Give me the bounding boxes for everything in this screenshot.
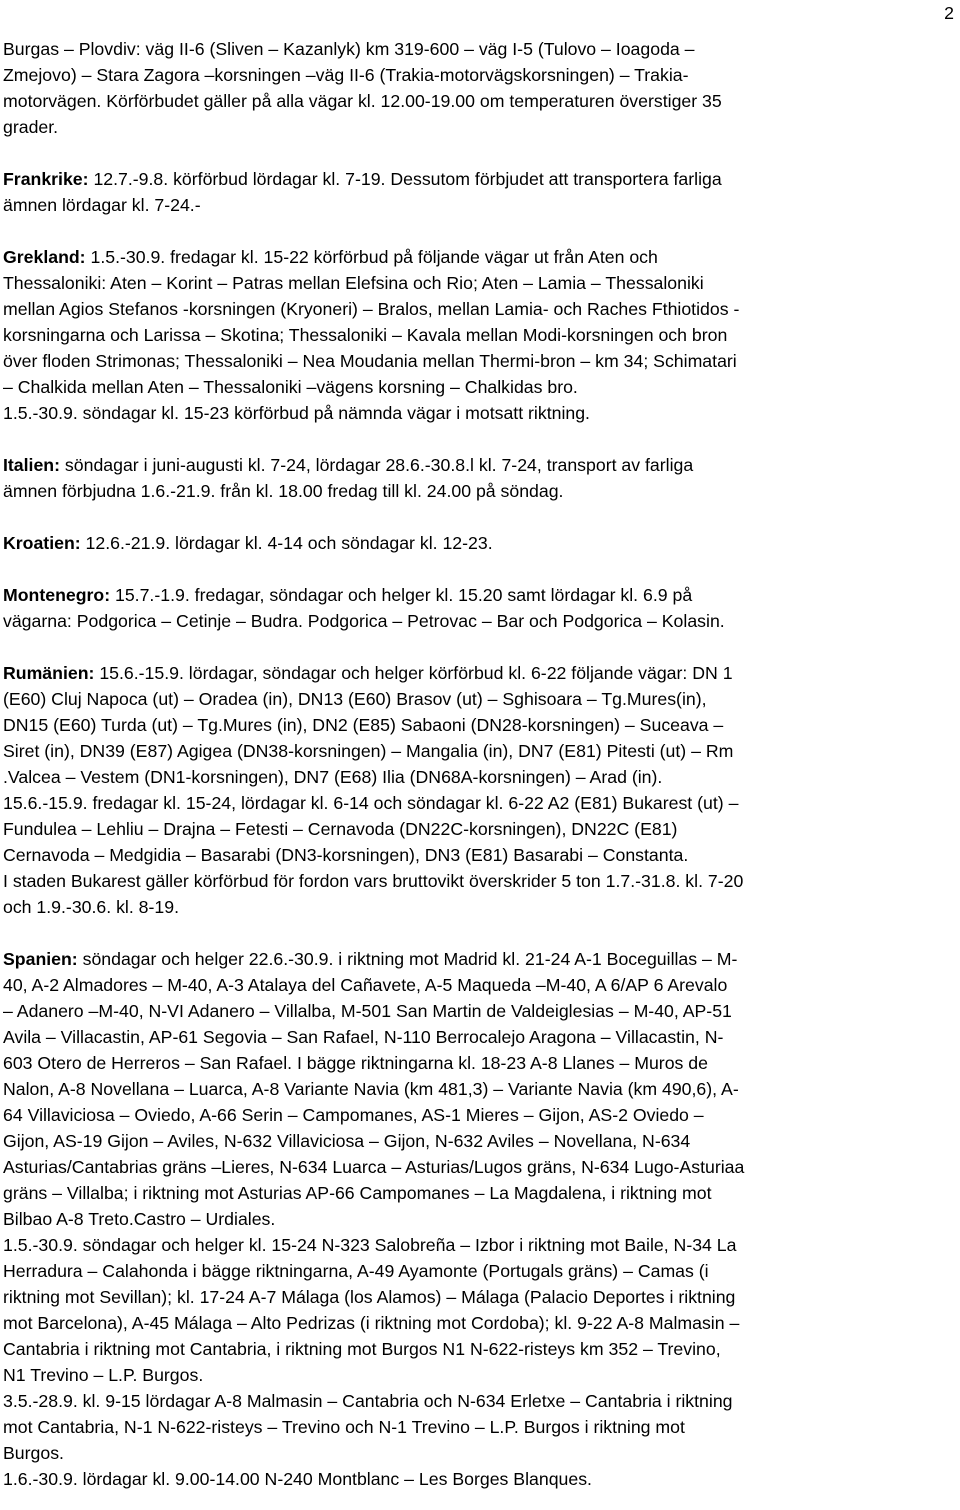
text-line: mot Cantabria, N-1 N-622-risteys – Trevino och N-1 Trevino – L.P. Burgos i riktning mot <box>3 1417 685 1437</box>
text-line: Burgos. <box>3 1443 64 1463</box>
text-line: motorvägen. Körförbudet gäller på alla vägar kl. 12.00-19.00 om temperaturen överstiger 35 <box>3 91 722 111</box>
text-line: vägarna: Podgorica – Cetinje – Budra. Podgorica – Petrovac – Bar och Podgorica – Kolasin. <box>3 611 725 631</box>
text-run: 1.5.-30.9. fredagar kl. 15-22 körförbud på följande vägar ut från Aten och <box>85 247 658 267</box>
country-heading-italien: Italien: <box>3 455 61 475</box>
paragraph-bulgaria <box>3 36 952 140</box>
text-line: DN15 (E60) Turda (ut) – Tg.Mures (in), DN2 (E85) Sabaoni (DN28-korsningen) – Suceava – <box>3 715 724 735</box>
text-line: Fundulea – Lehliu – Drajna – Fetesti – Cernavoda (DN22C-korsningen), DN22C (E81) <box>3 819 678 839</box>
text-line: .Valcea – Vestem (DN1-korsningen), DN7 (E68) Ilia (DN68A-korsningen) – Arad (in). <box>3 767 663 787</box>
paragraph-kroatien <box>3 530 952 556</box>
text-run: söndagar och helger 22.6.-30.9. i riktning mot Madrid kl. 21-24 A-1 Boceguillas – M- <box>77 949 738 969</box>
text-line: 1.6.-30.9. lördagar kl. 9.00-14.00 N-240 Montblanc – Les Borges Blanques. <box>3 1469 592 1489</box>
text-line <box>3 530 952 556</box>
text-line: (E60) Cluj Napoca (ut) – Oradea (in), DN13 (E60) Brasov (ut) – Sghisoara – Tg.Mures(in), <box>3 689 707 709</box>
text-line: – Chalkida mellan Aten – Thessaloniki –vägens korsning – Chalkidas bro. <box>3 377 578 397</box>
text-run: 12.6.-21.9. lördagar kl. 4-14 och söndagar kl. 12-23. <box>80 533 493 553</box>
text-run: söndagar i juni-augusti kl. 7-24, lördagar 28.6.-30.8.l kl. 7-24, transport av farliga <box>60 455 694 475</box>
text-line <box>3 660 952 686</box>
paragraph-spanien <box>3 946 952 1492</box>
text-line <box>3 582 952 608</box>
text-line: N1 Trevino – L.P. Burgos. <box>3 1365 204 1385</box>
text-line: Avila – Villacastin, AP-61 Segovia – San Rafael, N-110 Berrocalejo Aragona – Villacastin, N- <box>3 1027 724 1047</box>
text-line <box>3 244 952 270</box>
text-line: mot Barcelona), A-45 Málaga – Alto Pedrizas (i riktning mot Cordoba); kl. 9-22 A-8 Malmasin – <box>3 1313 740 1333</box>
text-line: 40, A-2 Almadores – M-40, A-3 Atalaya del Cañavete, A-5 Maqueda –M-40, A 6/AP 6 Arevalo <box>3 975 728 995</box>
text-line <box>3 452 952 478</box>
text-line: 15.6.-15.9. fredagar kl. 15-24, lördagar kl. 6-14 och söndagar kl. 6-22 A2 (E81) Bukarest (ut) – <box>3 793 739 813</box>
text-line: Asturias/Cantabrias gräns –Lieres, N-634 Luarca – Asturias/Lugos gräns, N-634 Lugo-Asturiaa <box>3 1157 745 1177</box>
text-line: 64 Villaviciosa – Oviedo, A-66 Serin – Campomanes, AS-1 Mieres – Gijon, AS-2 Oviedo – <box>3 1105 704 1125</box>
paragraph-italien <box>3 452 952 504</box>
text-line: 1.5.-30.9. söndagar kl. 15-23 körförbud på nämnda vägar i motsatt riktning. <box>3 403 590 423</box>
text-line: korsningarna och Larissa – Skotina; Thessaloniki – Kavala mellan Modi-korsningen och bron <box>3 325 728 345</box>
text-line: Cantabria i riktning mot Cantabria, i riktning mot Burgos N1 N-622-risteys km 352 – Trevino, <box>3 1339 721 1359</box>
text-line: 3.5.-28.9. kl. 9-15 lördagar A-8 Malmasin – Cantabria och N-634 Erletxe – Cantabria i riktning <box>3 1391 733 1411</box>
text-line: ämnen lördagar kl. 7-24.- <box>3 195 201 215</box>
text-line: riktning mot Sevillan); kl. 17-24 A-7 Málaga (los Alamos) – Málaga (Palacio Deportes i riktning <box>3 1287 736 1307</box>
text-line: Siret (in), DN39 (E87) Agigea (DN38-korsningen) – Mangalia (in), DN7 (E81) Pitesti (ut) – Rm <box>3 741 734 761</box>
text-run: 15.7.-1.9. fredagar, söndagar och helger kl. 15.20 samt lördagar kl. 6.9 på <box>110 585 693 605</box>
country-heading-grekland: Grekland: <box>3 247 86 267</box>
country-heading-montenegro: Montenegro: <box>3 585 111 605</box>
text-line: grader. <box>3 117 59 137</box>
text-line: Herradura – Calahonda i bägge riktningarna, A-49 Ayamonte (Portugals gräns) – Camas (i <box>3 1261 709 1281</box>
page-number: 2 <box>944 3 954 23</box>
text-line: Cernavoda – Medgidia – Basarabi (DN3-korsningen), DN3 (E81) Basarabi – Constanta. <box>3 845 689 865</box>
text-run: 15.6.-15.9. lördagar, söndagar och helger körförbud kl. 6-22 följande vägar: DN 1 <box>94 663 733 683</box>
text-line: gräns – Villalba; i riktning mot Asturias AP-66 Campomanes – La Magdalena, i riktning mot <box>3 1183 712 1203</box>
text-line: ämnen förbjudna 1.6.-21.9. från kl. 18.00 fredag till kl. 24.00 på söndag. <box>3 481 564 501</box>
text-line: och 1.9.-30.6. kl. 8-19. <box>3 897 179 917</box>
paragraph-montenegro <box>3 582 952 634</box>
country-heading-frankrike: Frankrike: <box>3 169 89 189</box>
text-line: över floden Strimonas; Thessaloniki – Nea Moudania mellan Thermi-bron – km 34; Schimatari <box>3 351 737 371</box>
text-line: Gijon, AS-19 Gijon – Aviles, N-632 Villaviciosa – Gijon, N-632 Aviles – Novellana, N-634 <box>3 1131 691 1151</box>
country-heading-spanien: Spanien: <box>3 949 78 969</box>
text-line <box>3 946 952 972</box>
text-line: I staden Bukarest gäller körförbud för fordon vars bruttovikt överskrider 5 ton 1.7.-31.8. kl. 7-20 <box>3 871 744 891</box>
text-run: 12.7.-9.8. körförbud lördagar kl. 7-19. Dessutom förbjudet att transportera farliga <box>88 169 722 189</box>
paragraph-rumanien <box>3 660 952 920</box>
text-line: mellan Agios Stefanos -korsningen (Kryoneri) – Bralos, mellan Lamia- och Raches Fthiotidos - <box>3 299 740 319</box>
text-line: 603 Otero de Herreros – San Rafael. I bägge riktningarna kl. 18-23 A-8 Llanes – Muros de <box>3 1053 708 1073</box>
text-line: Thessaloniki: Aten – Korint – Patras mellan Elefsina och Rio; Aten – Lamia – Thessaloniki <box>3 273 704 293</box>
text-line: Bilbao A-8 Treto.Castro – Urdiales. <box>3 1209 276 1229</box>
country-heading-rumanien: Rumänien: <box>3 663 95 683</box>
text-line: 1.5.-30.9. söndagar och helger kl. 15-24 N-323 Salobreña – Izbor i riktning mot Baile, N-34 La <box>3 1235 737 1255</box>
text-line <box>3 166 952 192</box>
country-heading-kroatien: Kroatien: <box>3 533 81 553</box>
text-line: Burgas – Plovdiv: väg II-6 (Sliven – Kazanlyk) km 319-600 – väg I-5 (Tulovo – Ioagoda – <box>3 39 695 59</box>
text-line: Zmejovo) – Stara Zagora –korsningen –väg II-6 (Trakia-motorvägskorsningen) – Trakia- <box>3 65 689 85</box>
paragraph-frankrike <box>3 166 952 218</box>
paragraph-grekland <box>3 244 952 426</box>
text-line: – Adanero –M-40, N-VI Adanero – Villalba, M-501 San Martin de Valdeiglesias – M-40, AP-51 <box>3 1001 732 1021</box>
text-line: Nalon, A-8 Novellana – Luarca, A-8 Variante Navia (km 481,3) – Variante Navia (km 490,6), A- <box>3 1079 739 1099</box>
